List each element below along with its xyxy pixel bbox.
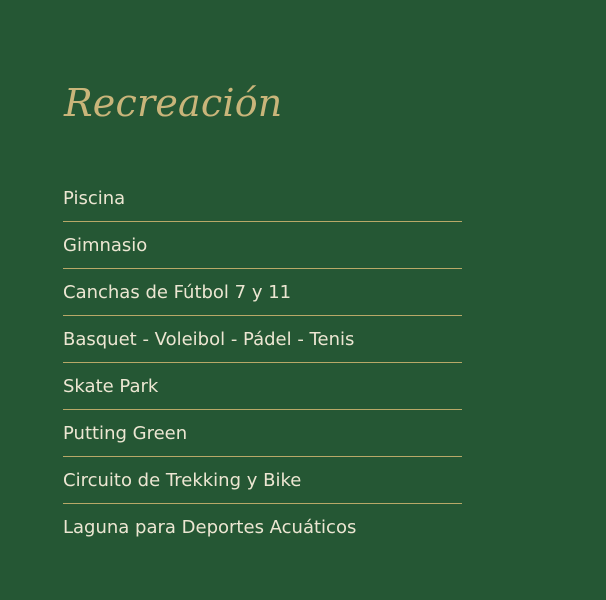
list-item-putting-green: Putting Green — [63, 411, 462, 457]
list-item-water-sports-lagoon: Laguna para Deportes Acuáticos — [63, 517, 357, 538]
list-item-gym: Gimnasio — [63, 223, 462, 269]
list-item-pool: Piscina — [63, 176, 462, 222]
section-title: Recreación — [64, 81, 283, 125]
list-item-soccer-fields: Canchas de Fútbol 7 y 11 — [63, 270, 462, 316]
amenities-list — [63, 176, 462, 552]
list-item-trekking-bike: Circuito de Trekking y Bike — [63, 458, 462, 504]
list-item-courts: Basquet - Voleibol - Pádel - Tenis — [63, 317, 462, 363]
list-item-skate-park: Skate Park — [63, 364, 462, 410]
